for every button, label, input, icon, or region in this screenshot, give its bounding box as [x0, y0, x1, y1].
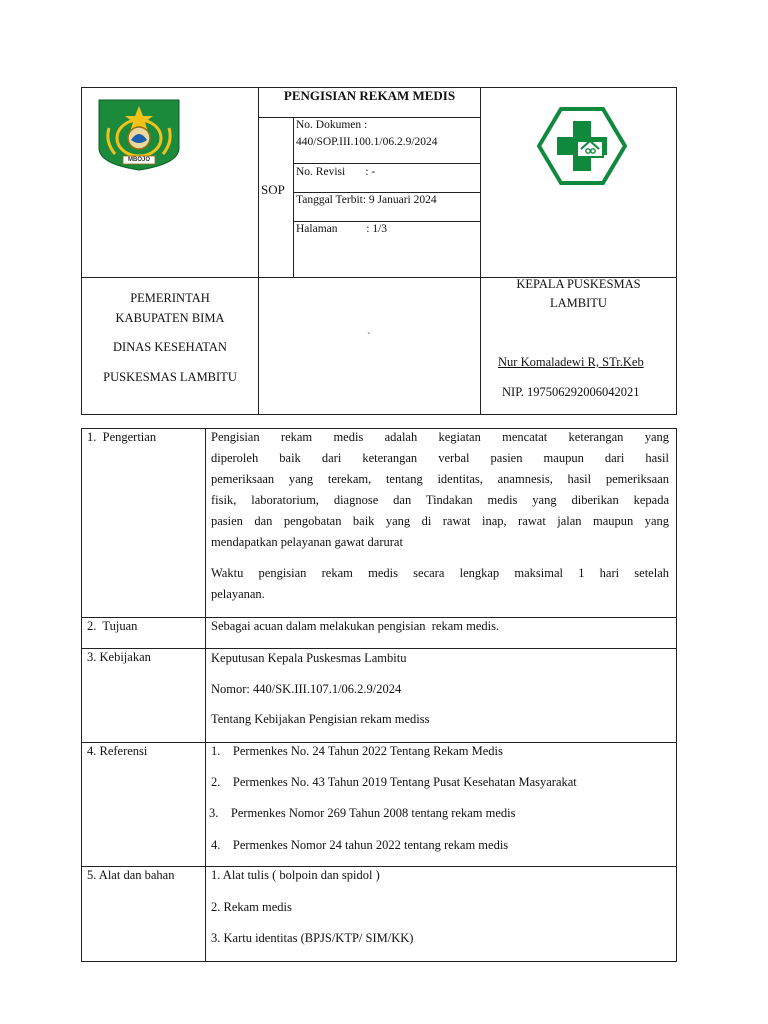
- doc-number-value: 440/SOP.III.100.1/06.2.9/2024: [296, 136, 438, 148]
- head-name: Nur Komaladewi R, STr.Keb: [498, 355, 644, 369]
- section-referensi-label: 4. Referensi: [87, 744, 148, 758]
- pengertian-line: mendapatkan pelayanan gawat darurat: [211, 535, 403, 549]
- revision-number: No. Revisi : -: [296, 166, 376, 178]
- head-title-line-1: KEPALA PUSKESMAS: [516, 277, 641, 291]
- middle-mark: `: [367, 332, 371, 343]
- org-line-2: KABUPATEN BIMA: [115, 311, 225, 325]
- doc-number-label: No. Dokumen :: [296, 119, 368, 131]
- sop-label: SOP: [261, 182, 285, 197]
- alat-item: 3. Kartu identitas (BPJS/KTP/ SIM/KK): [211, 931, 414, 945]
- issue-date: Tanggal Terbit: 9 Januari 2024: [296, 194, 437, 206]
- referensi-item: 4. Permenkes Nomor 24 tahun 2022 tentang rekam medis: [211, 838, 509, 852]
- pengertian-line: diperoleh baik dari keterangan verbal pasien maupun dari hasil: [211, 451, 669, 465]
- page-number: Halaman : 1/3: [296, 223, 388, 235]
- pengertian-para2-line: pelayanan.: [211, 587, 265, 601]
- kebijakan-line: Keputusan Kepala Puskesmas Lambitu: [211, 651, 407, 665]
- head-title-line-2: LAMBITU: [550, 296, 607, 310]
- org-line-1: PEMERINTAH: [130, 291, 210, 305]
- logo-caption: MBOJO: [127, 157, 150, 163]
- pengertian-para2-line: Waktu pengisian rekam medis secara lengkap maksimal 1 hari setelah: [211, 566, 669, 580]
- section-kebijakan-label: 3. Kebijakan: [87, 650, 151, 664]
- referensi-item: 2. Permenkes No. 43 Tahun 2019 Tentang Pusat Kesehatan Masyarakat: [211, 775, 577, 789]
- referensi-item: 1. Permenkes No. 24 Tahun 2022 Tentang Rekam Medis: [211, 744, 503, 758]
- section-alat-label: 5. Alat dan bahan: [87, 868, 175, 882]
- alat-item: 2. Rekam medis: [211, 900, 292, 914]
- alat-item: 1. Alat tulis ( bolpoin dan spidol ): [211, 868, 380, 882]
- kebijakan-line: Nomor: 440/SK.III.107.1/06.2.9/2024: [211, 682, 402, 696]
- section-pengertian-label: 1. Pengertian: [87, 430, 157, 444]
- pengertian-line: pemeriksaan yang terekam, tentang identitas, anamnesis, hasil pemeriksaan: [211, 472, 669, 486]
- document-title: PENGISIAN REKAM MEDIS: [283, 88, 456, 103]
- org-line-3: DINAS KESEHATAN: [113, 340, 227, 354]
- puskesmas-logo: [537, 107, 627, 185]
- kebijakan-line: Tentang Kebijakan Pengisian rekam mediss: [211, 712, 430, 726]
- pengertian-line: fisik, laboratorium, diagnose dan Tindakan medis yang diberikan kepada: [211, 493, 669, 507]
- referensi-item: 3. Permenkes Nomor 269 Tahun 2008 tentang rekam medis: [209, 806, 516, 820]
- head-nip: NIP. 197506292006042021: [502, 385, 640, 399]
- section-pengertian-body: [211, 430, 669, 608]
- org-line-4: PUSKESMAS LAMBITU: [103, 370, 237, 384]
- pengertian-line: pasien dan pengobatan baik yang di rawat inap, rawat jalan maupun yang: [211, 514, 669, 528]
- section-tujuan-label: 2. Tujuan: [87, 619, 138, 633]
- section-tujuan-text: Sebagai acuan dalam melakukan pengisian rekam medis.: [211, 619, 500, 633]
- pengertian-line: Pengisian rekam medis adalah kegiatan mencatat keterangan yang: [211, 430, 669, 444]
- kabupaten-bima-logo: [97, 98, 181, 172]
